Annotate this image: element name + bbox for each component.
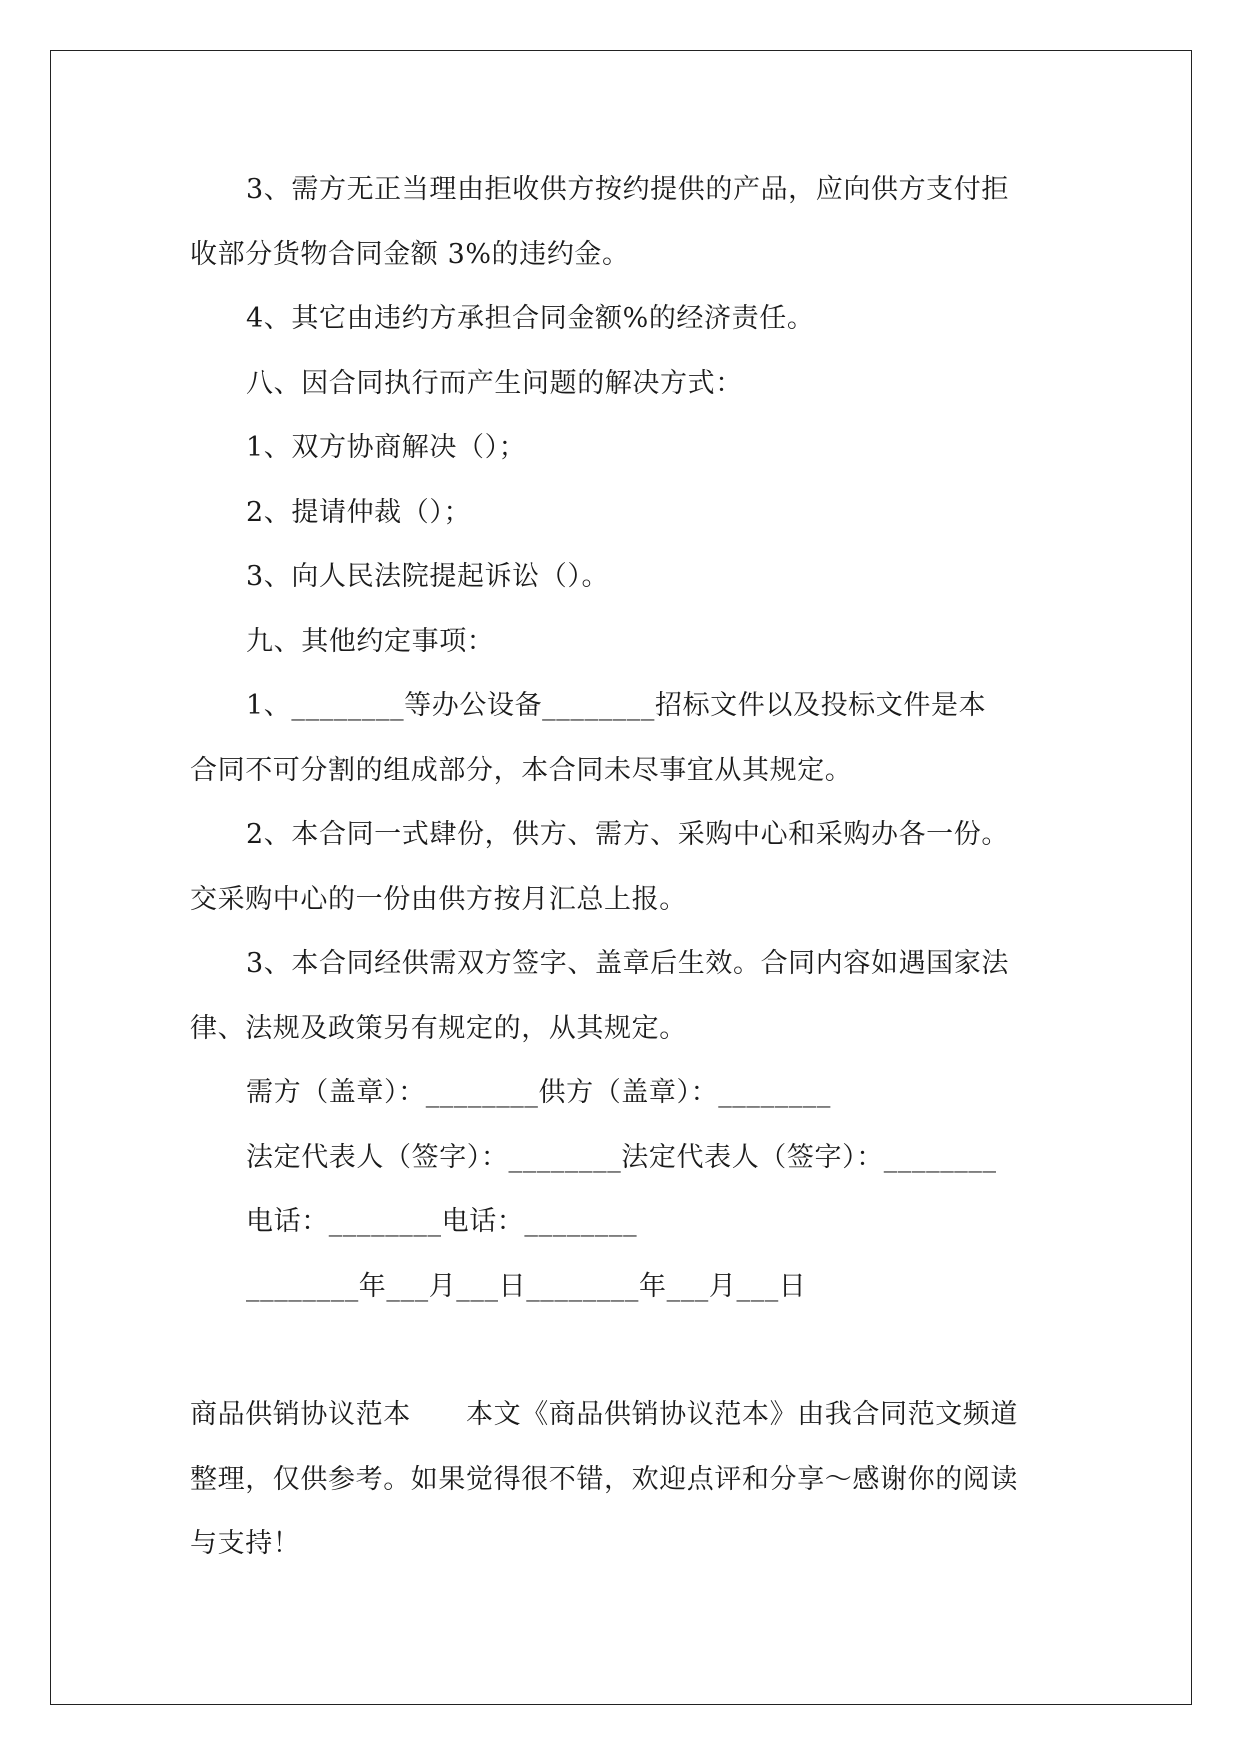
clause-7-3-line-2: 收部分货物合同金额 3%的违约金。 <box>190 238 630 270</box>
section-8-heading: 八、因合同执行而产生问题的解决方式： <box>246 367 743 399</box>
document-body <box>190 158 1060 1577</box>
section-9-heading: 九、其他约定事项： <box>246 625 495 657</box>
clause-9-2-line-2: 交采购中心的一份由供方按月汇总上报。 <box>190 883 687 915</box>
signature-date-line: ________年___月___日________年___月___日 <box>246 1270 807 1302</box>
signature-seal-line: 需方（盖章）：________供方（盖章）：________ <box>246 1077 831 1108</box>
signature-phone-line: 电话：________电话：________ <box>246 1206 638 1237</box>
clause-7-4: 4、其它由违约方承担合同金额%的经济责任。 <box>246 303 815 334</box>
spacer <box>190 1319 1060 1383</box>
signature-representative-line: 法定代表人（签字）：________法定代表人（签字）：________ <box>246 1141 997 1173</box>
clause-8-2: 2、提请仲裁（）； <box>246 496 472 528</box>
clause-9-2-line-1: 2、本合同一式肆份，供方、需方、采购中心和采购办各一份。 <box>246 819 1009 850</box>
clause-9-1-line-1: 1、________等办公设备________招标文件以及投标文件是本 <box>246 690 987 721</box>
clause-8-3: 3、向人民法院提起诉讼（）。 <box>246 561 610 592</box>
footer-note-line-2: 整理，仅供参考。如果觉得很不错，欢迎点评和分享～感谢你的阅读 <box>190 1463 1018 1495</box>
footer-note-line-3: 与支持！ <box>190 1528 301 1559</box>
clause-7-3-line-1: 3、需方无正当理由拒收供方按约提供的产品，应向供方支付拒 <box>246 174 1009 205</box>
clause-9-3-line-2: 律、法规及政策另有规定的，从其规定。 <box>190 1012 687 1044</box>
clause-8-1: 1、双方协商解决（）； <box>246 432 527 463</box>
footer-note-line-1: 商品供销协议范本 本文《商品供销协议范本》由我合同范文频道 <box>190 1399 1018 1430</box>
clause-9-3-line-1: 3、本合同经供需双方签字、盖章后生效。合同内容如遇国家法 <box>246 948 1009 979</box>
clause-9-1-line-2: 合同不可分割的组成部分，本合同未尽事宜从其规定。 <box>190 754 853 786</box>
